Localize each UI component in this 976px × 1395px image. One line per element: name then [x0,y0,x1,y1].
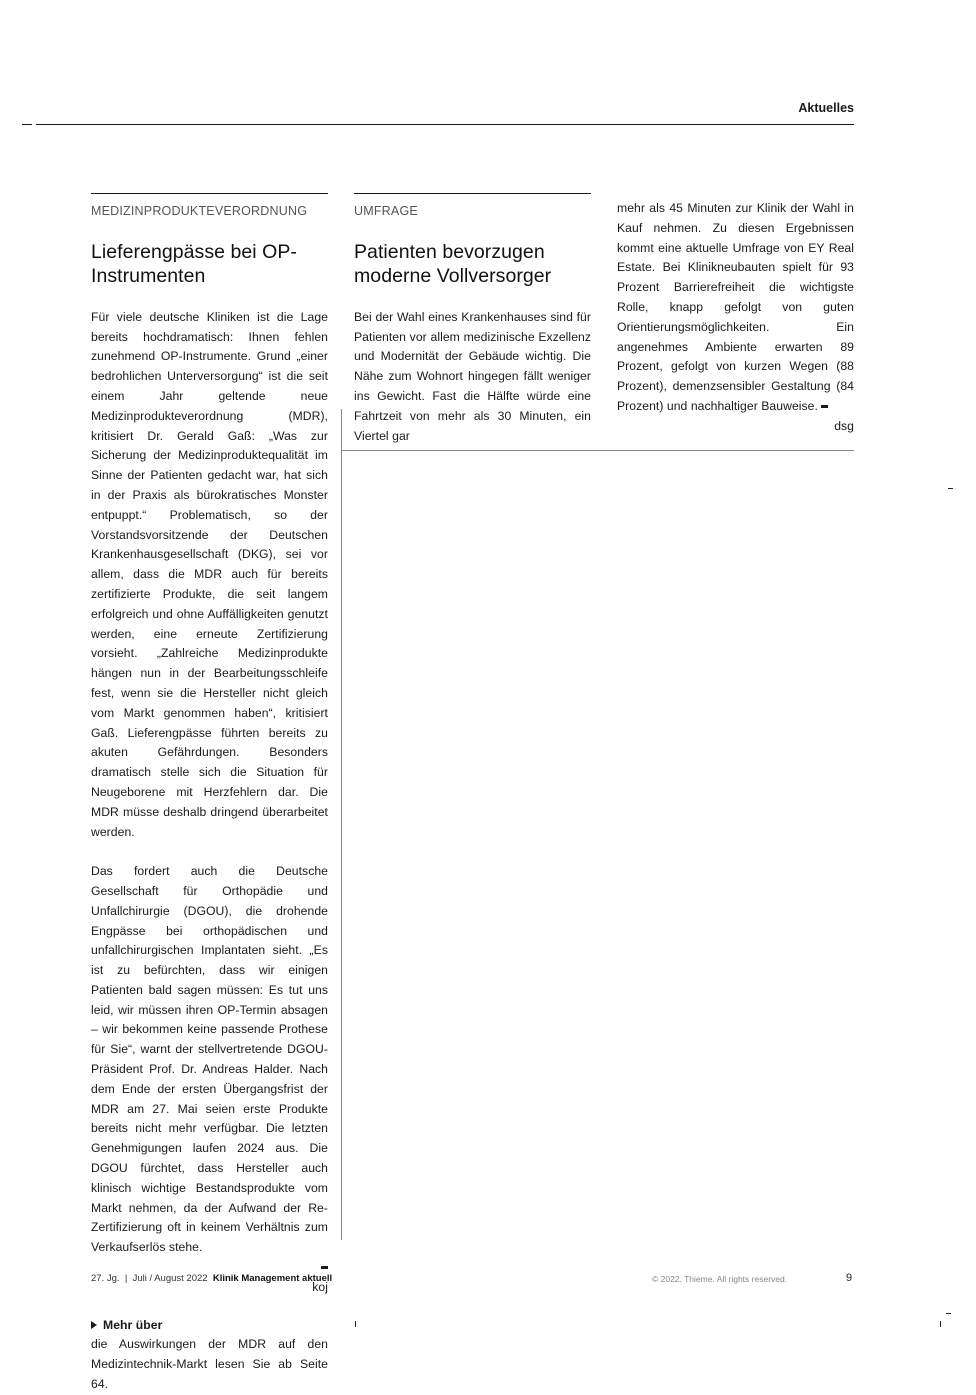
footer-journal: Klinik Management aktuell [212,1273,333,1284]
header-rule [36,124,854,125]
article-top-rule [91,193,328,194]
read-more-text: die Auswirkungen der MDR auf den Medizintechnik-Markt lesen Sie ab Seite 64. [91,1337,328,1392]
right-article [354,193,591,446]
copyright-notice: © 2022. Thieme. All rights reserved. [652,1274,788,1284]
section-title: Aktuelles [798,101,854,115]
author-initials: koj [312,1279,328,1294]
left-article [91,193,328,1395]
triangle-right-icon [91,1321,97,1329]
crop-mark [22,124,32,125]
footer-issue-info [91,1273,332,1284]
column-separator [341,409,342,1240]
article-headline: Patienten bevorzugen moderne Vollversorger [354,240,552,287]
article-paragraph: Das fordert auch die Deutsche Gesellschaft für Orthopädie und Unfallchirurgie (DGOU), die drohende Engpässe bei orthopädischen und unfallchirurgischen Implantaten sieht. „Es ist zu befürchten, dass wir einigen Patienten bald sagen müssen: Es tut uns leid, wir müssen ihren OP-Termin absagen – wir bekommen keine passende Prothese für Sie“, warnt der stellvertretende DGOU-Präsident Prof. Dr. Andreas Halder. Nach dem Ende der ersten Übergangsfrist der MDR am 27. Mai seien erste Produkte bereits nicht mehr verfügbar. Die letzten Genehmigungen laufen 2024 aus. Die DGOU fürchtet, dass Hersteller auch klinisch wichtige Bestandsprodukte vom Markt nehmen, da der Aufwand der Re-Zertifizierung oft in keinem Verhältnis zum Verkaufserlös stehe. [91,864,328,1255]
crop-mark [946,1313,951,1314]
article-paragraph: mehr als 45 Minuten zur Klinik der Wahl in Kauf nehmen. Zu diesen Ergebnissen kommt eine aktuelle Umfrage von EY Real Estate. Bei Klinikneubauten spielt für 93 Prozent Barrierefreiheit die wichtigste Rolle, knapp gefolgt von guten Orientierungsmöglichkeiten. Ein angenehmes Ambiente erwarten 89 Prozent, gefolgt von kurzen Wegen (88 Prozent), demenzsensibler Gestaltung (84 Prozent) und nachhaltiger Bauweise. [617,201,854,413]
crop-mark [355,1321,356,1327]
end-of-article-mark [821,405,828,408]
article-paragraph: Bei der Wahl eines Krankenhauses sind für Patienten vor allem medizinische Exzellenz und Modernität der Gebäude wichtig. Die Nähe zum Wohnort hingegen fällt weniger ins Gewicht. Fast die Hälfte würde eine Fahrtzeit von mehr als 30 Minuten, ein Viertel gar [354,309,591,443]
author-initials: dsg [834,418,854,433]
article-top-rule [354,193,591,194]
crop-mark [940,1321,941,1327]
footer-volume: 27. Jg. [91,1273,120,1284]
footer-separator: | [124,1273,128,1284]
article-bottom-rule [341,450,854,451]
page-number: 9 [846,1272,853,1284]
read-more-label: Mehr über [91,1316,328,1336]
crop-mark [948,488,953,489]
article-kicker: UMFRAGE [354,204,418,218]
article-paragraph: Für viele deutsche Kliniken ist die Lage bereits hochdramatisch: Ihnen fehlen zunehmend OP-Instrumente. Grund „einer bedrohlichen Unterversorgung“ ist die seit einem Jahr geltende neue Medizinprodukteverordnung (MDR), kritisiert Dr. Gerald Gaß: „Was zur Sicherung der Medizinproduktequalität im Sinne der Patienten gedacht war, hat sich in der Praxis als bürokratisches Monster entpuppt.“ Problematisch, so der Vorstandsvorsitzende der Deutschen Krankenhausgesellschaft (DKG), sei vor allem, dass die MDR auch für bereits zertifizierte Produkte, die seit langem erfolgreich und ohne Auffälligkeiten genutzt werden, eine erneute Zertifizierung vorsieht. „Zahlreiche Medizinprodukte hängen nun in der Bearbeitungsschleife fest, wenn sie die Hersteller nicht gleich vom Markt genommen haben“, kritisiert Gaß. Lieferengpässe führten bereits zu akuten Gefährdungen. Besonders dramatisch stelle sich die Situation für Neugeborene mit Herzfehlern dar. Die MDR müsse deshalb dringend überarbeitet werden. [91,309,328,839]
article-kicker: MEDIZINPRODUKTEVERORDNUNG [91,204,308,218]
footer-issue: Juli / August 2022 [132,1273,208,1284]
article-headline: Lieferengpässe bei OP-Instrumenten [91,240,297,287]
right-article-continued [617,199,854,437]
